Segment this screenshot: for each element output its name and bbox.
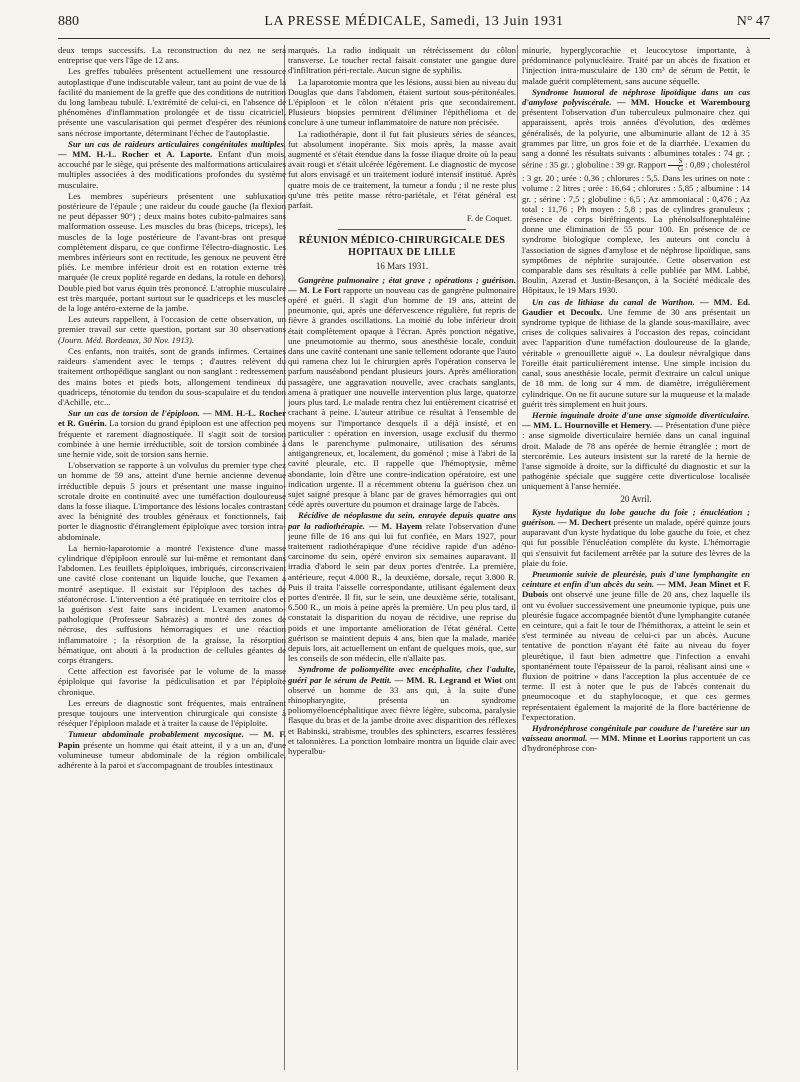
article-title: Gangrène pulmonaire ; état grave ; opérations ; guérison. — [298, 274, 516, 285]
article-kyste — [522, 507, 750, 568]
article-lithiase — [522, 297, 750, 409]
column-separator — [517, 45, 518, 1070]
article-title: Syndrome humoral de néphrose lipoïdique dans un cas d'amylose polyviscérale. — [522, 86, 750, 108]
article-authors: — MM. Houcke et Warembourg — [616, 97, 750, 108]
paragraph-text: Les auteurs rappellent, à l'occasion de cette observation, un premier travail sur cette question, portant sur 30 observations — [58, 314, 286, 335]
paragraph: Ces enfants, non traités, sont de grands infirmes. Certaines raideurs s'amendent avec le temps ; d'autres relèvent du traitement orthopédique sanglant ou non sanglant : redressement des mains botes et pieds bots, allongement tendineux du quadriceps, ténotomie du tendon du sous-scapulaire et du tendon d'Achille, etc... — [58, 345, 286, 407]
article-gangrene — [288, 275, 516, 510]
ratio-denominator: G — [678, 165, 684, 174]
article-authors: — MM. H.-L. Rocher et R. Guérin. — [58, 408, 286, 429]
article-title: Hydronéphrose congénitale par coudure de l'uretère sur un vaisseau anormal. — [522, 723, 750, 744]
paragraph: L'observation se rapporte à un volvulus du premier type chez un homme de 59 ans, atteint d'une hernie ancienne devenue irréductible depuis 5 jours et présentant une masse inguino-scrotale droite en continuité avec une tuméfaction douloureuse dans la fosse iliaque. L'importance des lésions locales contrastant avec la bénignité des troubles généraux et fonctionnels, fait porter le diagnostic d'étranglement épiploïque avec torsion intra-abdominale. — [58, 460, 286, 542]
author-signature: F. de Coquet. — [466, 213, 512, 224]
paragraph: La radiothérapie, dont il fut fait plusieurs séries de séances, fut absolument inopérante. Six mois après, la masse avait augmenté et s'était étendue dans la fosse iliaque droite où la peau avait rougi et s'était ulcérée légèrement. Le diagnostic de mycose fut alors envisagé et un traitement ioduré intensif institué. Après quatre mois de ce traitement, la tumeur a fondu ; il ne reste plus qu'une très petite masse rétro-pariétale, et l'état général est parfait. — [288, 128, 516, 211]
article-authors: — MM. H.-L. Rocher et A. Laporte. — [58, 149, 213, 160]
citation: (Journ. Méd. Bordeaux, 30 Nov. 1913). — [58, 334, 195, 345]
article-text: La torsion du grand épiploon est une affection peu fréquente et rarement diagnostiquée. Il s'agit soit de torsion combinée à une hernie irréductible, soit de torsion combinée à une hernie vide, soit de torsion sans hernie. — [58, 418, 286, 459]
paragraph: marqués. La radio indiquait un rétrécissement du côlon transverse. Le toucher rectal faisait constater une gangue dure d'infiltration péri-rectale. Aucun signe de syphilis. — [288, 45, 516, 76]
divider — [338, 229, 466, 230]
article-title: Sur un cas de torsion de l'épiploon. — [68, 408, 200, 419]
article-hernie — [522, 410, 750, 492]
article-text: présente un malade, opéré quinze jours auparavant d'un kyste hydatique du lobe gauche du foie, et chez qui fut possible l'énucléation complète du kyste. L'hémorragie qui s'ensuivit fut facilement arrêtée par la suture des lèvres de la plaie du foie. — [522, 516, 750, 568]
article-authors: — M. F. Papin — [58, 729, 286, 750]
paragraph: Cette affection est favorisée par le volume de la masse épiploïque qui favorise la pédiculisation et par l'épiploïte chronique. — [58, 666, 286, 697]
article-poliomyelite — [288, 664, 516, 756]
article-raideurs — [58, 139, 286, 190]
paragraph: Les greffes tubulées présentent actuellement une ressource autoplastique d'une indiscutable valeur, tant au point de vue de la facilité du maniement de la greffe que des conditions de nutrition du long lambeau tubulé. L'extrémité de celui-ci, en l'absence de phénomènes d'inflammation prolongée et de tissu cicatriciel, présente une vascularisation qui permet d'espérer des réunions sans nécrose importante, déterminant l'échec de l'autoplastie. — [58, 66, 286, 138]
article-authors: — MM. Jean Minet et F. Dubois — [522, 579, 750, 600]
column-middle — [288, 45, 516, 1070]
article-text: présente un homme qui était atteint, il y a un an, d'une volumineuse tumeur abdominale de la région ombilicale, adhérente à la paroi et s'accompagnant de troubles intestinaux — [58, 739, 286, 771]
article-title: Pneumonie suivie de pleurésie, puis d'une lymphangite en ceinture et enfin d'un abcès du sein. — [522, 568, 750, 590]
article-text: rapporte un nouveau cas de gangrène pulmonaire opéré et guéri. Il s'agit d'un homme de 19 ans, atteint de pneumonie, qui, après une défervescence régulière, fut repris de fièvre à grandes oscillations. La moitié du lobe inférieur droit était complètement opaque à l'écran. Après ponction négative, une pneumotomie au thermo, sous anesthésie locale, conduit dans une cavité contenant une sanie tellement odorante que l'auto qui ramena chez lui le chirurgien après l'opération conserva le parfum nauséabond pendant plusieurs jours. Après amélioration passagère, une aggravation nouvelle, avec crachats sanglants, amena à pratiquer une nouvelle intervention plus large, quatorze jours plus tard. Le malade rentra chez lui entièrement cicatrisé et crachant à peine. L'auteur attribue ce résultat à l'ensemble de moyens sur l'importance desquels il a déjà insisté, et en particulier : opération en inversion, usage exclusif du thermo dans le parenchyme pulmonaire, utilisation des sérums antigangreneux, et, localement, du goménol ; mise à l'abri de la cavité pleurale, etc. Il rappelle que l'hémoptysie, même abondante, loin d'être une contre-indication opératoire, est une indication urgente. Il a récemment obtenu la guérison chez un sujet saigné presque à blanc par de graves hémorragies qui ont cédé après ouverture du poumon et drainage large de l'abcès. — [288, 284, 516, 510]
article-text: Une femme de 30 ans présentait un syndrome typique de lithiase de la glande sous-maxillaire, avec crises de coliques salivaires à l'occasion des repas, coïncidant avec l'apparition d'une tuméfaction douloureuse de la glande, véritable « grenouillette aiguë ». La douleur névralgique dans l'oreille était particulièrement intense. Une simple incision du canal, sous anesthésie locale, permit d'extraire un calcul unique de 18 mm. de long sur 4 mm. de diamètre, irrégulièrement cylindrique. On ne fit aucune suture sur la muqueuse et la malade guérit très simplement en huit jours. — [522, 306, 750, 409]
article-authors: — M. Dechert — [557, 516, 612, 527]
ratio-numerator: S — [668, 158, 683, 166]
paragraph — [58, 314, 286, 345]
article-hydronephrose — [522, 723, 750, 754]
article-pneumonie — [522, 569, 750, 722]
issue-number: N° 47 — [736, 14, 770, 29]
article-title: Kyste hydatique du lobe gauche du foie ; énucléation ; guérison. — [522, 506, 750, 527]
journal-title: LA PRESSE MÉDICALE, Samedi, 13 Juin 1931 — [264, 14, 564, 29]
article-text: présentent l'observation d'un tuberculeux pulmonaire chez qui apparaissent, après trois années d'évolution, des œdèmes généralisés, de la polyurie, une albuminurie allant de 12 à 35 grammes par litre, un gros foie et de la diarrhée. L'examen du sang a donné les résultats suivants : albumines totales : 74 gr. ; sérine : 35 gr. ; globuline : 39 gr. Rapport — [522, 107, 750, 170]
ratio-fraction — [668, 158, 683, 173]
article-nephrose — [522, 87, 750, 296]
article-text: rapportent un cas d'hydronéphrose con- — [522, 733, 750, 754]
column-right — [522, 45, 750, 1070]
article-authors: — MM. R. Legrand et Wiot — [394, 674, 502, 685]
article-title: Récidive de néoplasme du sein, enrayée depuis quatre ans par la radiothérapie. — [288, 510, 516, 531]
paragraph: Les erreurs de diagnostic sont fréquentes, mais entraînent presque toujours une intervention chirurgicale qui consiste à réséquer l'épiploon malade et à traiter la cause de l'épiploïte. — [58, 697, 286, 729]
article-title: Sur un cas de raideurs articulaires congénitales multiples. — [68, 138, 286, 149]
section-heading: RÉUNION MÉDICO-CHIRURGICALE DES HOPITAUX DE LILLE — [298, 235, 506, 259]
page-number: 880 — [58, 14, 79, 29]
article-authors: — M. Hayem — [368, 520, 423, 531]
article-text: ont observé un homme de 33 ans qui, à la suite d'une rhinopharyngite, présenta un syndrome poliomyéloencéphalitique avec fièvre légère, subcoma, paralysie flasque du bras et de la jambe droite avec disparition des réflexes et Babinski, strabisme, troubles des sphincters, escarres fessières et talonnières. La ponction lombaire montra un liquide clair avec hyperalbu- — [288, 674, 516, 756]
paragraph: minurie, hyperglycorachie et leucocytose importante, à prédominance polynucléaire. Traité par un abcès de fixation et l'injection intra-musculaire de 130 cm³ de sérum de Pettit, le malade guérit complètement, sans aucune séquelle. — [522, 45, 750, 86]
column-left — [58, 45, 286, 1070]
section-date: 16 Mars 1931. — [375, 261, 429, 272]
article-title: Un cas de lithiase du canal de Warthon. — [532, 296, 695, 307]
article-text: Enfant d'un mois, accouché par le siège, qui présente des malformations articulaires multiples associées à des modifications profondes du système musculaire. — [58, 149, 286, 190]
session-date: 20 Avril. — [620, 493, 652, 504]
article-text: — Présentation d'une pièce : anse sigmoïde diverticulaire herniée dans un canal inguinal droit. Malade de 78 ans opérée de hernie étranglée ; mort de stercorémie. Les auteurs insistent sur la rareté de la hernie de l'anse sigmoïde à droite, sur la difficulté du diagnostic et sur la pathogénie spéciale que suggère cette diverticulose localisée uniquement à l'anse herniée. — [522, 420, 750, 492]
article-authors: — MM. L. Hournoville et Hemery. — [522, 420, 652, 431]
paragraph: Les membres supérieurs présentent une subluxation postérieure de l'épaule ; une raideur du coude gauche (la flexion ne peut dépasser 90°) ; deux mains botes cubito-palmaires sans malformation osseuse. Les muscles du bras (biceps, triceps), les muscles de la loge postérieure de l'avant-bras ont presque complètement disparu, ce que confirme l'électro-diagnostic. Les membres inférieurs sont en rectitude, les genoux ne peuvent être pliés. Le membre inférieur droit est en rotation externe très marquée (le creux poplité regarde en dedans, la rotule en dehors). Double pied bot varus équin très prononcé. L'atrophie musculaire est très marquée, portant surtout sur le quadriceps et les muscles de la loge antéro-externe de la jambe. — [58, 190, 286, 314]
paragraph: La hernio-laparotomie a montré l'existence d'une masse cylindrique d'épiploon enroulé sur lui-même et remontant dans l'abdomen. Les feuillets épiploïques, imbriqués, circonscrivaient une cavité close contenant un liquide louche, que l'examen a montré aseptique. Il existait sur l'épiploon des taches de stéatonécrose. L'intervention a été pratiquée en territoire clos et la guérison s'est faite sans incident. L'examen anatomo-pathologique (Professeur Sabrazès) a montré des zones de nécrose, des suffusions hémorragiques et une réaction inflammatoire ; la résorption de la graisse, la résorption hématique, ont abouti à la production de cellules géantes de corps étrangers. — [58, 542, 286, 665]
article-authors: — MM. Minne et Loorius — [589, 733, 688, 744]
article-text: ont observé une jeune fille de 20 ans, chez laquelle ils ont vu évoluer successivement une pneumonie typique, puis une pleurésie fugace accompagnée bientôt d'une lymphangite cutanée en ceinture, qui a fait le tour de l'hémithorax, a atteint le sein et s'est terminée au niveau de celui-ci par un abcès. Aucune tentative de ponction n'ayant été faite au niveau du foyer pleurétique, il faut bien admettre que l'infection a envahi spontanément toute l'épaisseur de la paroi, réalisant ainsi une « fluxion de poitrine » dans l'acception la plus accentuée de ce terme. Il est à noter que le pus de l'abcès contenait du pneumocoque et du staphylocoque, et que ces germes représentaient également la majorité de la flore bactérienne de l'expectoration. — [522, 589, 750, 722]
page-header — [58, 14, 770, 36]
header-rule — [58, 38, 770, 39]
article-title: Hernie inguinale droite d'une anse sigmoïde diverticulaire. — [532, 409, 750, 420]
article-authors: — MM. Ed. Gaudier et Decoulx. — [522, 296, 750, 317]
article-torsion — [58, 408, 286, 459]
article-text: relate l'observation d'une jeune fille de 16 ans qui lui fut confiée, en Mars 1927, pour traitement radiothérapique d'une récidive rapide d'un adéno-carcinome du sein, opéré environ six semaines auparavant. Il irradia d'abord le sein par deux portes d'entrée. La première, antérieure, reçut 4.000 R., la deuxième, dorsale, reçut 3.800 R. Puis il traita l'aisselle correspondante, utilisant également deux portes d'entrée. Il fit, sur le sein, une deuxième série, totalisant, 6.500 R., un mois à peine après la première. Un peu plus tard, il constatait la disparition du noyau de récidive, une reprise du poids et une importante amélioration de l'état général. Cette guérison se maintient depuis 4 ans, bien que la malade, mariée depuis lors, ait actuellement un enfant de quelques mois, que, sur les conseils de son médecin, elle n'allaite pas. — [288, 520, 516, 664]
article-title: Tumeur abdominale probablement mycosique. — [68, 729, 244, 740]
article-recidive — [288, 510, 516, 663]
article-title: Syndrome de poliomyélite avec encéphalite, chez l'adulte, guéri par le sérum de Pettit. — [288, 664, 516, 685]
article-authors: — M. Le Fort — [288, 284, 341, 295]
paragraph: La laparotomie montra que les lésions, aussi bien au niveau du Douglas que dans l'abdomen, étaient surtout sous-péritonéales. L'épiploon et le côlon n'étaient pris que secondairement. Plusieurs biopsies permirent d'éliminer l'épithélioma et de conclure à une tumeur inflammatoire de nature non précisée. — [288, 76, 516, 128]
article-tumeur — [58, 729, 286, 770]
article-text: : 0,89 ; cholestérol : 3 gr. 20 ; urée : 0,36 ; chlorures : 5,5. Dans les urines on note : volume : 2 litres ; urée : 16,64 ; chlorures : 5,85 ; albumine : 14 gr. ; sérine : 7,5 ; globuline : 6,5 ; Az ammoniacal : 0,476 ; Az total : 11,76 ; Ph moyen : 5,8 ; pas de cylindres granuleux ; présence de corps biréfringents. La phénolsulfonephtaléine donne une élimination de 55 pour 100. En présence de ce syndrome biologique complexe, les auteurs ont conclu à l'association de signes d'amylose et de néphrose lipoïdique, sans symptômes de néphrite surajoutée. Cette observation est comparable dans ses résultats à celle publiée par MM. Labbé, Boulin, Azerad et Justin-Besançon, à la Société médicale des Hôpitaux, le 19 Mars 1930. — [522, 159, 750, 296]
paragraph: deux temps successifs. La reconstruction du nez ne sera entreprise que vers l'âge de 12 ans. — [58, 45, 286, 66]
